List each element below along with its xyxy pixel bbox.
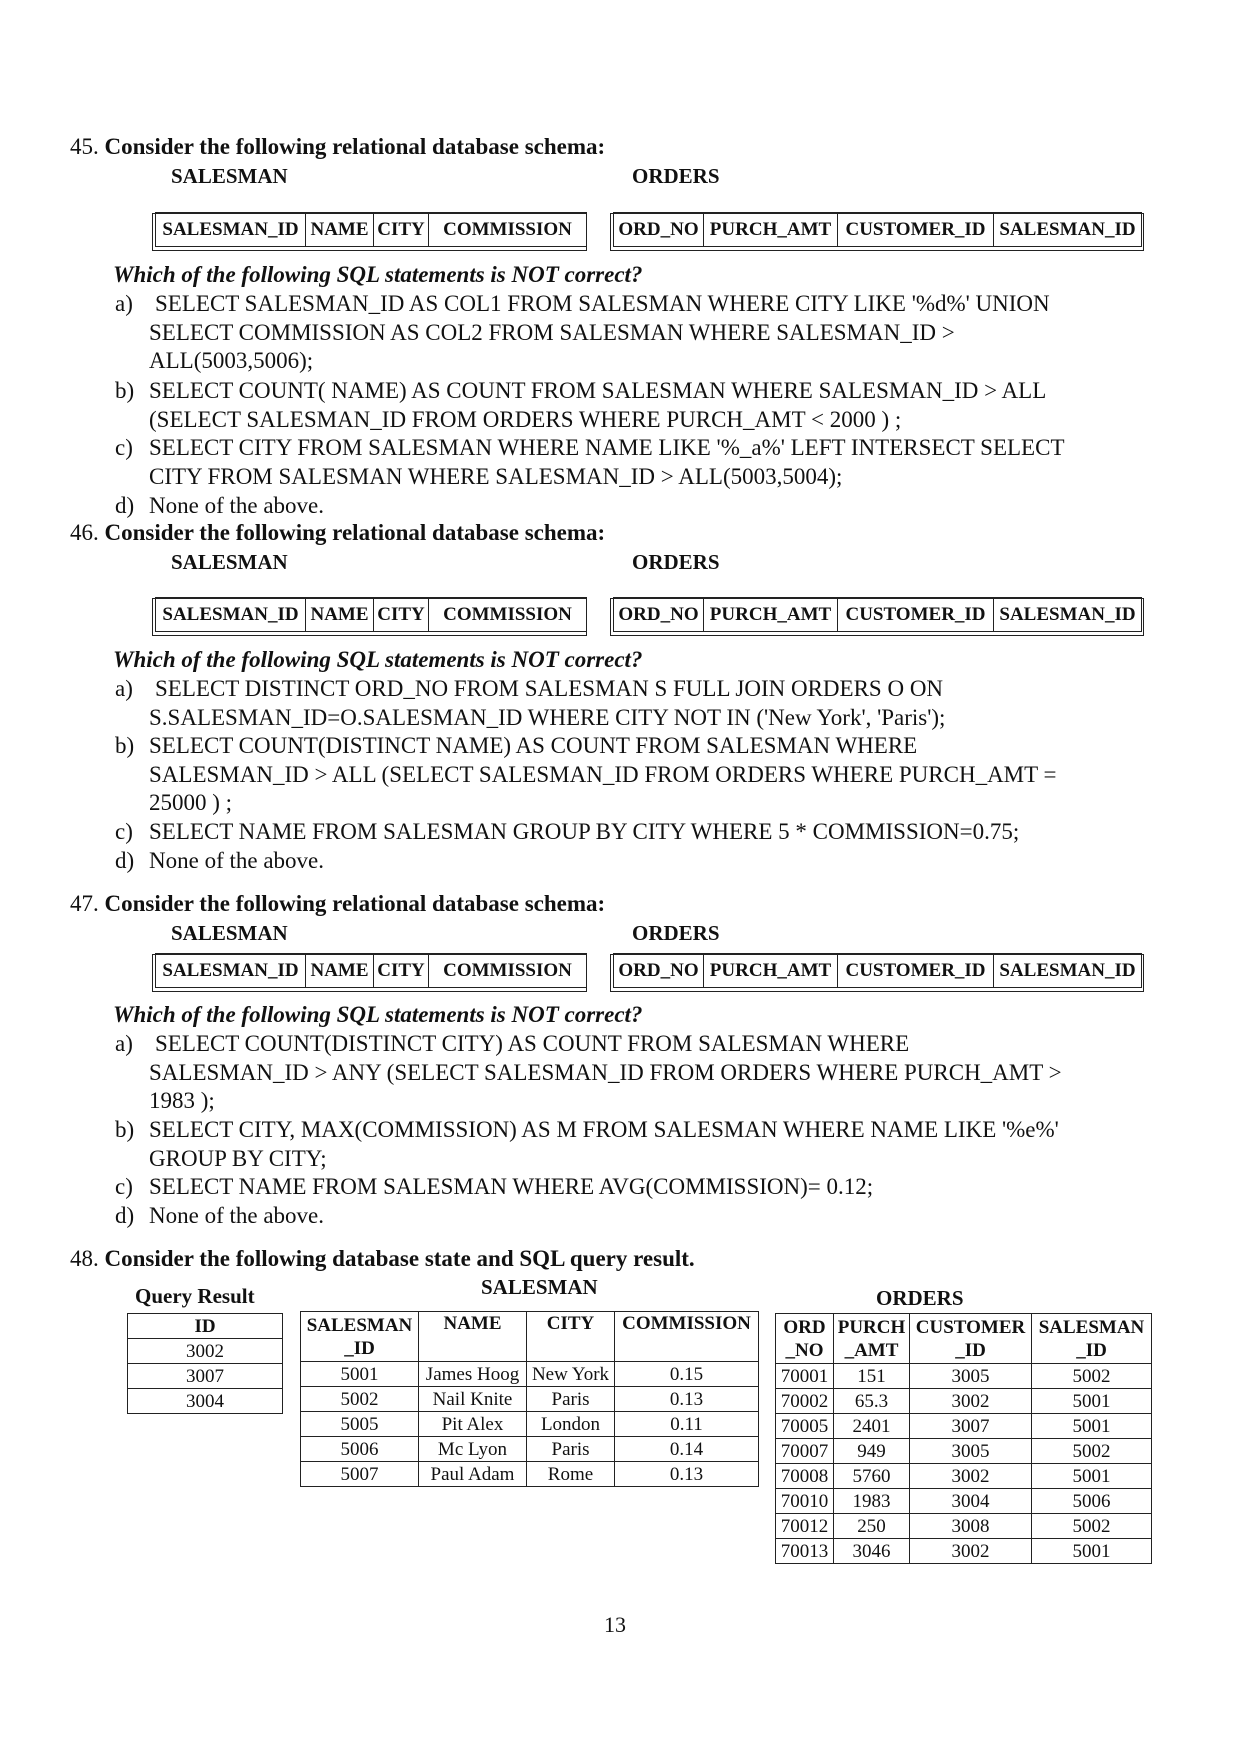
table-cell: 3008 (910, 1514, 1032, 1539)
query-result-title: Query Result (135, 1284, 255, 1308)
table-row (128, 1389, 283, 1414)
question-number: 45. (70, 134, 99, 159)
salesman-table-title: SALESMAN (481, 1275, 598, 1299)
option-label: d) (115, 848, 135, 873)
schema-column: PURCH_AMT (704, 954, 838, 988)
question-47-option-d (115, 1202, 1155, 1232)
table-cell: 151 (834, 1364, 910, 1389)
page-number: 13 (604, 1612, 626, 1637)
table-cell: 3002 (128, 1339, 283, 1364)
option-line: SELECT COUNT( NAME) AS COUNT FROM SALESMAN WHERE SALESMAN_ID > ALL (149, 378, 1047, 403)
question-46-option-b (115, 732, 1155, 818)
option-line: SELECT NAME FROM SALESMAN WHERE AVG(COMMISSION)= 0.12; (149, 1174, 874, 1199)
question-number: 47. (70, 891, 99, 916)
option-line: None of the above. (149, 1203, 324, 1228)
table-row (301, 1462, 759, 1487)
question-heading-text: Consider the following relational database schema: (104, 891, 606, 916)
option-label: d) (115, 493, 135, 518)
option-label: c) (115, 819, 133, 844)
table-row (301, 1362, 759, 1387)
question-46-prompt: Which of the following SQL statements is NOT correct? (113, 647, 643, 672)
schema-column: CITY (374, 598, 429, 632)
table-cell: 5001 (1032, 1539, 1152, 1564)
schema-column: COMMISSION (429, 954, 587, 988)
table-cell: 3004 (910, 1489, 1032, 1514)
header-line: ORD (783, 1316, 826, 1338)
table-cell: 0.13 (615, 1462, 759, 1487)
table-cell: 5002 (1032, 1364, 1152, 1389)
option-line: GROUP BY CITY; (149, 1146, 327, 1171)
schema-column: NAME (306, 954, 374, 988)
question-46-option-a (115, 675, 1155, 733)
option-label: c) (115, 435, 133, 460)
option-label: b) (115, 733, 135, 758)
option-label: c) (115, 1174, 133, 1199)
schema-column: CITY (374, 954, 429, 988)
question-45-prompt: Which of the following SQL statements is NOT correct? (113, 262, 643, 287)
schema-column: SALESMAN_ID (994, 954, 1142, 988)
question-45-option-d (115, 492, 1155, 522)
column-header: NAME (419, 1312, 527, 1362)
table-cell: 3046 (834, 1539, 910, 1564)
option-label: b) (115, 1117, 135, 1142)
option-line: SELECT COMMISSION AS COL2 FROM SALESMAN WHERE SALESMAN_ID > (149, 320, 955, 345)
table-cell: 3005 (910, 1439, 1032, 1464)
option-line: (SELECT SALESMAN_ID FROM ORDERS WHERE PURCH_AMT < 2000 ) ; (149, 407, 902, 432)
question-45-option-b (115, 377, 1155, 435)
question-46-option-d (115, 847, 1155, 877)
table-cell: 70013 (776, 1539, 834, 1564)
table-cell: 3005 (910, 1364, 1032, 1389)
option-label: b) (115, 378, 135, 403)
table-cell: Paul Adam (419, 1462, 527, 1487)
question-47-prompt: Which of the following SQL statements is NOT correct? (113, 1002, 643, 1027)
schema-column: CUSTOMER_ID (838, 954, 994, 988)
orders-schema-table (613, 953, 1142, 988)
schema-column: CUSTOMER_ID (838, 598, 994, 632)
table-cell: 2401 (834, 1414, 910, 1439)
table-row (776, 1414, 1152, 1439)
header-line: _NO (785, 1339, 824, 1361)
option-line: SELECT DISTINCT ORD_NO FROM SALESMAN S FULL JOIN ORDERS O ON (155, 676, 944, 701)
table-cell: 3007 (128, 1364, 283, 1389)
option-line: SALESMAN_ID > ALL (SELECT SALESMAN_ID FROM ORDERS WHERE PURCH_AMT = (149, 762, 1057, 787)
question-48-heading (70, 1246, 695, 1272)
column-header (834, 1314, 910, 1364)
schema-column: SALESMAN_ID (156, 954, 306, 988)
orders-schema-title: ORDERS (632, 550, 720, 574)
column-header (301, 1312, 419, 1362)
schema-column: SALESMAN_ID (156, 598, 306, 632)
question-47-heading (70, 891, 605, 917)
table-cell: Rome (527, 1462, 615, 1487)
option-line: S.SALESMAN_ID=O.SALESMAN_ID WHERE CITY NOT IN ('New York', 'Paris'); (149, 705, 946, 730)
table-cell: Mc Lyon (419, 1437, 527, 1462)
orders-table-title: ORDERS (876, 1286, 964, 1310)
question-46-heading (70, 520, 605, 546)
option-line: SELECT COUNT(DISTINCT NAME) AS COUNT FROM SALESMAN WHERE (149, 733, 918, 758)
question-47-option-a (115, 1030, 1155, 1116)
question-47-option-c (115, 1173, 1155, 1203)
schema-column: CUSTOMER_ID (838, 213, 994, 247)
table-cell: 5002 (1032, 1514, 1152, 1539)
header-line: _ID (344, 1337, 375, 1359)
table-cell: 70010 (776, 1489, 834, 1514)
table-cell: Paris (527, 1437, 615, 1462)
option-line: SALESMAN_ID > ANY (SELECT SALESMAN_ID FROM ORDERS WHERE PURCH_AMT > (149, 1060, 1062, 1085)
option-line: ALL(5003,5006); (149, 348, 314, 373)
table-row (776, 1439, 1152, 1464)
table-row (776, 1489, 1152, 1514)
table-cell: London (527, 1412, 615, 1437)
header-line: SALESMAN (1038, 1316, 1145, 1338)
table-cell: New York (527, 1362, 615, 1387)
schema-column: COMMISSION (429, 598, 587, 632)
salesman-schema-table (155, 597, 587, 632)
orders-schema-title: ORDERS (632, 921, 720, 945)
schema-column: SALESMAN_ID (994, 213, 1142, 247)
column-header (776, 1314, 834, 1364)
table-cell: 70001 (776, 1364, 834, 1389)
salesman-schema-table (155, 953, 587, 988)
table-cell: 5005 (301, 1412, 419, 1437)
option-line: SELECT CITY, MAX(COMMISSION) AS M FROM SALESMAN WHERE NAME LIKE '%e%' (149, 1117, 1059, 1142)
salesman-data-table (300, 1311, 759, 1487)
option-line: 25000 ) ; (149, 790, 233, 815)
table-cell: 5002 (301, 1387, 419, 1412)
table-row (128, 1339, 283, 1364)
schema-column: ORD_NO (614, 598, 704, 632)
table-cell: 70012 (776, 1514, 834, 1539)
option-line: SELECT CITY FROM SALESMAN WHERE NAME LIKE '%_a%' LEFT INTERSECT SELECT (149, 435, 1065, 460)
option-label: a) (115, 676, 133, 701)
table-cell: Pit Alex (419, 1412, 527, 1437)
salesman-schema-title: SALESMAN (171, 921, 288, 945)
table-cell: 5001 (1032, 1389, 1152, 1414)
schema-column: CITY (374, 213, 429, 247)
header-line: SALESMAN (306, 1314, 413, 1336)
table-row (776, 1514, 1152, 1539)
table-cell: 70008 (776, 1464, 834, 1489)
question-number: 46. (70, 520, 99, 545)
table-cell: 70005 (776, 1414, 834, 1439)
schema-column: ORD_NO (614, 954, 704, 988)
table-cell: 5006 (1032, 1489, 1152, 1514)
table-row (301, 1437, 759, 1462)
column-header (910, 1314, 1032, 1364)
question-45-option-c (115, 434, 1155, 492)
table-cell: 1983 (834, 1489, 910, 1514)
question-heading-text: Consider the following database state and SQL query result. (104, 1246, 695, 1271)
salesman-schema-title: SALESMAN (171, 550, 288, 574)
column-header: COMMISSION (615, 1312, 759, 1362)
table-cell: Nail Knite (419, 1387, 527, 1412)
question-number: 48. (70, 1246, 99, 1271)
orders-schema-title: ORDERS (632, 164, 720, 188)
table-cell: 3004 (128, 1389, 283, 1414)
column-header: ID (128, 1314, 283, 1339)
header-line: CUSTOMER (915, 1316, 1026, 1338)
table-cell: 5002 (1032, 1439, 1152, 1464)
header-line: PURCH (837, 1316, 906, 1338)
table-cell: 0.14 (615, 1437, 759, 1462)
table-cell: 5001 (1032, 1414, 1152, 1439)
table-row (128, 1364, 283, 1389)
table-cell: Paris (527, 1387, 615, 1412)
question-heading-text: Consider the following relational database schema: (104, 134, 606, 159)
table-cell: 0.13 (615, 1387, 759, 1412)
option-line: SELECT SALESMAN_ID AS COL1 FROM SALESMAN WHERE CITY LIKE '%d%' UNION (155, 291, 1050, 316)
table-row (301, 1387, 759, 1412)
schema-column: PURCH_AMT (704, 598, 838, 632)
schema-column: COMMISSION (429, 213, 587, 247)
table-row (301, 1412, 759, 1437)
table-cell: 3007 (910, 1414, 1032, 1439)
option-line: SELECT NAME FROM SALESMAN GROUP BY CITY WHERE 5 * COMMISSION=0.75; (149, 819, 1020, 844)
schema-column: SALESMAN_ID (156, 213, 306, 247)
schema-column: NAME (306, 213, 374, 247)
option-label: a) (115, 1031, 133, 1056)
table-cell: 3002 (910, 1539, 1032, 1564)
table-cell: 5007 (301, 1462, 419, 1487)
table-cell: 0.15 (615, 1362, 759, 1387)
table-row (776, 1539, 1152, 1564)
table-cell: 5001 (301, 1362, 419, 1387)
option-line: CITY FROM SALESMAN WHERE SALESMAN_ID > ALL(5003,5004); (149, 464, 843, 489)
table-row (776, 1464, 1152, 1489)
table-cell: 5760 (834, 1464, 910, 1489)
column-header: CITY (527, 1312, 615, 1362)
orders-data-table (775, 1313, 1152, 1564)
option-label: a) (115, 291, 133, 316)
option-line: 1983 ); (149, 1088, 215, 1113)
table-cell: 3002 (910, 1464, 1032, 1489)
schema-column: SALESMAN_ID (994, 598, 1142, 632)
orders-schema-table (613, 212, 1142, 247)
schema-column: PURCH_AMT (704, 213, 838, 247)
question-47-option-b (115, 1116, 1155, 1174)
header-line: _ID (955, 1339, 986, 1361)
table-cell: James Hoog (419, 1362, 527, 1387)
question-46-option-c (115, 818, 1155, 848)
schema-column: ORD_NO (614, 213, 704, 247)
table-row (776, 1389, 1152, 1414)
salesman-schema-table (155, 212, 587, 247)
header-line: _AMT (844, 1339, 899, 1361)
table-cell: 949 (834, 1439, 910, 1464)
query-result-table (127, 1313, 283, 1414)
orders-schema-table (613, 597, 1142, 632)
header-line: _ID (1076, 1339, 1107, 1361)
table-cell: 70007 (776, 1439, 834, 1464)
table-cell: 5006 (301, 1437, 419, 1462)
table-cell: 3002 (910, 1389, 1032, 1414)
column-header (1032, 1314, 1152, 1364)
table-cell: 70002 (776, 1389, 834, 1414)
option-label: d) (115, 1203, 135, 1228)
table-cell: 0.11 (615, 1412, 759, 1437)
table-row (776, 1364, 1152, 1389)
question-45-heading (70, 134, 605, 160)
table-cell: 5001 (1032, 1464, 1152, 1489)
option-line: SELECT COUNT(DISTINCT CITY) AS COUNT FROM SALESMAN WHERE (155, 1031, 910, 1056)
question-heading-text: Consider the following relational database schema: (104, 520, 606, 545)
question-45-option-a (115, 290, 1155, 376)
option-line: None of the above. (149, 493, 324, 518)
table-cell: 250 (834, 1514, 910, 1539)
option-line: None of the above. (149, 848, 324, 873)
table-cell: 65.3 (834, 1389, 910, 1414)
salesman-schema-title: SALESMAN (171, 164, 288, 188)
schema-column: NAME (306, 598, 374, 632)
